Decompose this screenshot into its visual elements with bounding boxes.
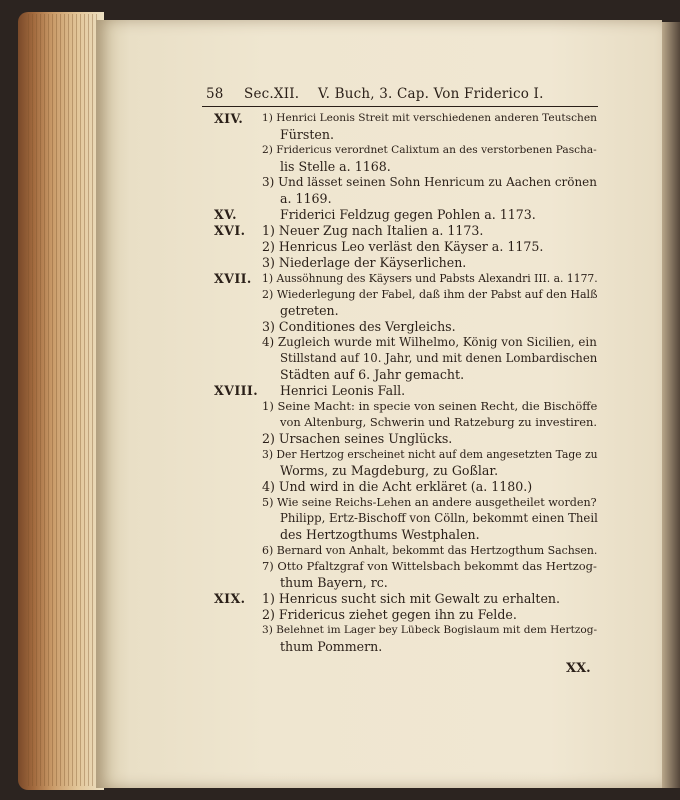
- text-line: 3) Belehnet im Lager bey Lübeck Bogislaum mit dem Hertzog-: [262, 624, 598, 636]
- text-line: 2) Ursachen seines Unglücks.: [262, 431, 453, 446]
- text-line: des Hertzogthums Westphalen.: [280, 527, 480, 542]
- text-line: Stillstand auf 10. Jahr, und mit denen Lombardischen: [280, 351, 598, 365]
- running-title: V. Buch, 3. Cap. Von Friderico I.: [318, 86, 544, 102]
- text-line: 3) Conditiones des Vergleichs.: [262, 319, 456, 334]
- text-line: 3) Niederlage der Käyserlichen.: [262, 255, 467, 270]
- text-line: Friderici Feldzug gegen Pohlen a. 1173.: [280, 207, 536, 222]
- text-line: 5) Wie seine Reichs-Lehen an andere ausgetheilet worden?: [262, 496, 597, 509]
- text-line: 4) Und wird in die Acht erkläret (a. 1180.): [262, 479, 533, 494]
- section-roman: XVI.: [214, 223, 246, 238]
- section-label: Sec.XII.: [244, 86, 300, 102]
- text-line: Worms, zu Magdeburg, zu Goßlar.: [280, 463, 499, 478]
- text-line: 1) Aussöhnung des Käysers und Pabsts Alexandri III. a. 1177.: [262, 272, 598, 285]
- text-line: thum Pommern.: [280, 639, 383, 654]
- text-line: getreten.: [280, 303, 339, 318]
- text-line: 2) Henricus Leo verläst den Käyser a. 1175.: [262, 239, 544, 254]
- text-line: Philipp, Ertz-Bischoff von Cölln, bekommt einen Theil: [280, 511, 598, 525]
- text-line: 2) Wiederlegung der Fabel, daß ihm der Pabst auf den Halß: [262, 288, 598, 301]
- text-line: 4) Zugleich wurde mit Wilhelmo, König von Sicilien, ein: [262, 335, 597, 349]
- section-roman: XVII.: [214, 271, 252, 286]
- text-line: 3) Und lässet seinen Sohn Henricum zu Aachen crönen: [262, 175, 597, 189]
- text-line: a. 1169.: [280, 191, 332, 206]
- section-roman: XV.: [214, 207, 237, 222]
- page-edges: [28, 14, 100, 786]
- text-line: 1) Seine Macht: in specie von seinen Recht, die Bischöffe: [262, 399, 598, 413]
- text-line: 3) Der Hertzog erscheinet nicht auf dem angesetzten Tage zu: [262, 448, 598, 461]
- catchword: XX.: [566, 661, 591, 676]
- right-page-edge: [662, 22, 680, 788]
- text-line: thum Bayern, rc.: [280, 575, 388, 590]
- text-line: Städten auf 6. Jahr gemacht.: [280, 367, 465, 382]
- text-line: 6) Bernard von Anhalt, bekommt das Hertzogthum Sachsen.: [262, 544, 598, 557]
- text-line: 2) Fridericus ziehet gegen ihn zu Felde.: [262, 607, 517, 622]
- text-line: 7) Otto Pfaltzgraf von Wittelsbach bekommt das Hertzog-: [262, 559, 597, 573]
- text-line: 1) Henrici Leonis Streit mit verschiedenen anderen Teutschen: [262, 112, 597, 124]
- text-line: 1) Neuer Zug nach Italien a. 1173.: [262, 223, 484, 238]
- page-number: 58: [206, 86, 224, 102]
- text-line: Henrici Leonis Fall.: [280, 383, 406, 398]
- section-roman: XIX.: [214, 591, 246, 606]
- text-line: 1) Henricus sucht sich mit Gewalt zu erhalten.: [262, 591, 561, 606]
- text-line: Fürsten.: [280, 127, 334, 142]
- text-line: von Altenburg, Schwerin und Ratzeburg zu investiren.: [280, 415, 598, 429]
- header-rule: [202, 106, 598, 107]
- text-line: 2) Fridericus verordnet Calixtum an des verstorbenen Pascha-: [262, 144, 597, 156]
- section-roman: XIV.: [214, 111, 244, 126]
- section-roman: XVIII.: [214, 383, 258, 398]
- text-line: lis Stelle a. 1168.: [280, 159, 391, 174]
